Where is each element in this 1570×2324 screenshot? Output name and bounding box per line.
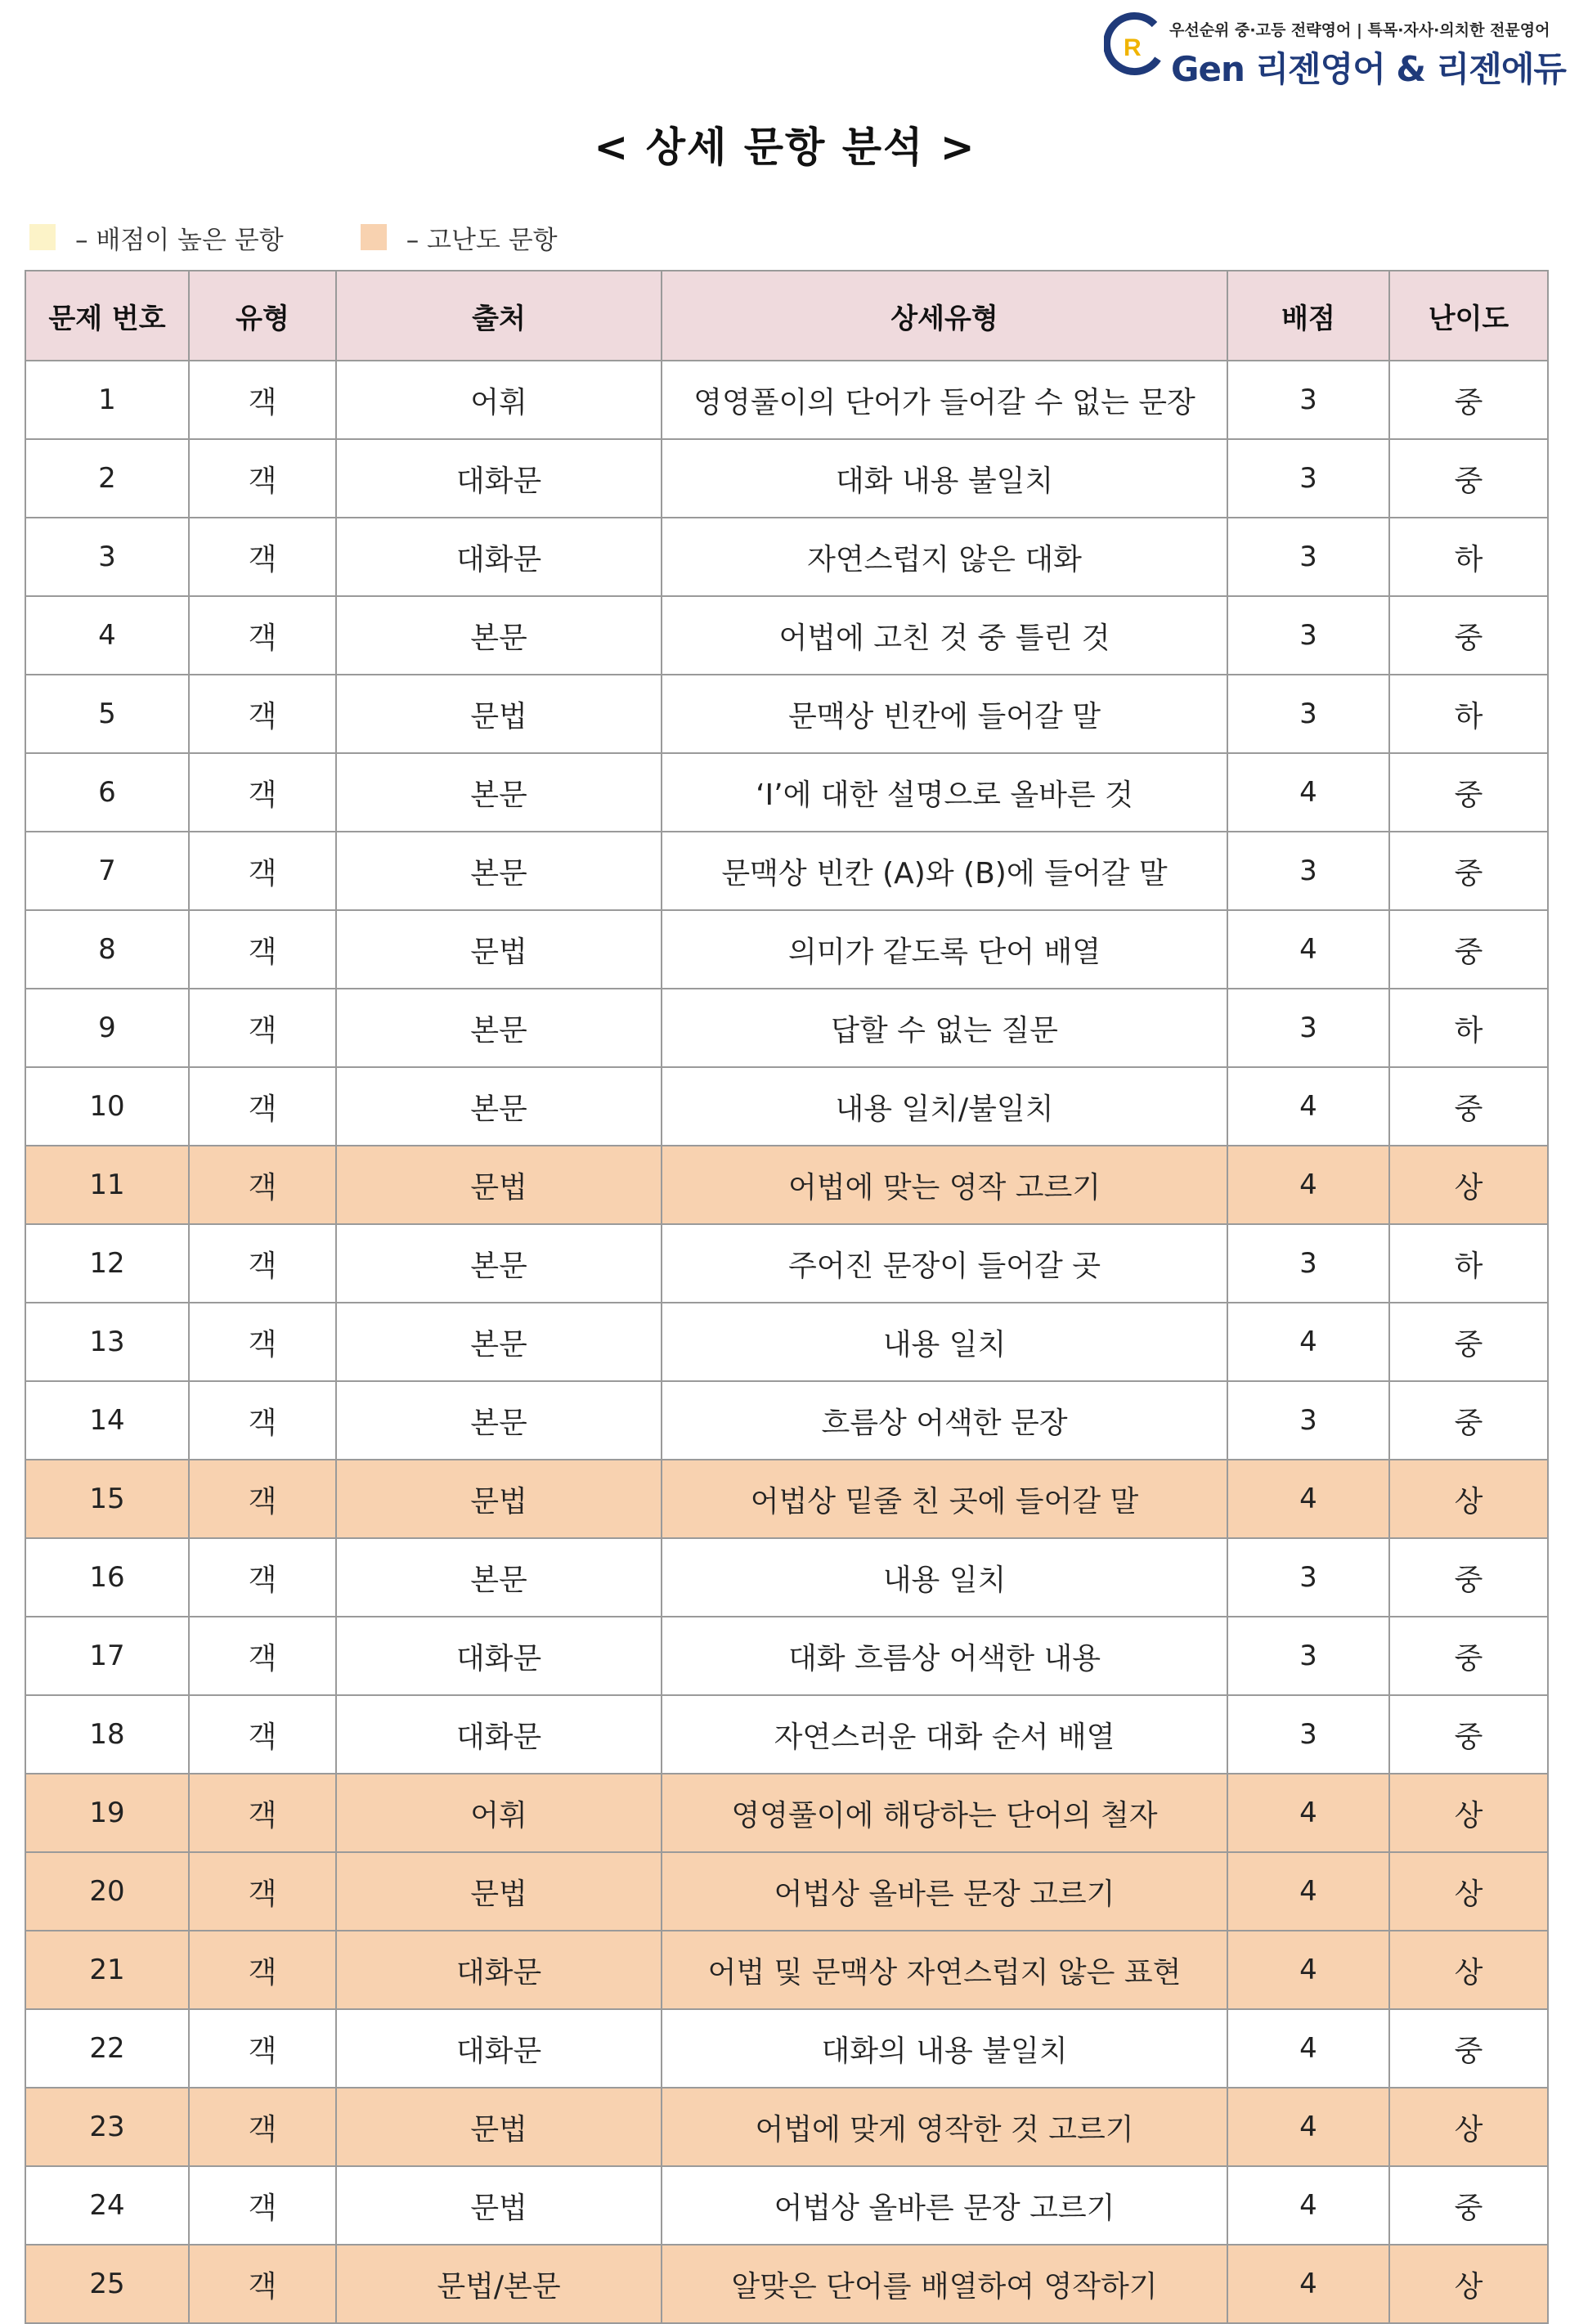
cell-detail-type: 답할 수 없는 질문 xyxy=(662,989,1227,1067)
cell-points: 3 xyxy=(1227,675,1389,753)
header-source: 출처 xyxy=(336,271,662,361)
cell-source: 본문 xyxy=(336,1381,662,1460)
cell-difficulty: 중 xyxy=(1389,910,1548,989)
cell-detail-type: 영영풀이에 해당하는 단어의 철자 xyxy=(662,1774,1227,1852)
page-title: < 상세 문항 분석 > xyxy=(594,123,976,171)
cell-question-no: 18 xyxy=(25,1695,189,1774)
table-row xyxy=(25,1617,1548,1695)
table-row xyxy=(25,832,1548,910)
header-detail-type: 상세유형 xyxy=(662,271,1227,361)
table-row xyxy=(25,753,1548,832)
cell-difficulty: 상 xyxy=(1389,1852,1548,1931)
cell-question-no: 10 xyxy=(25,1067,189,1146)
header-type: 유형 xyxy=(189,271,336,361)
cell-source: 대화문 xyxy=(336,1695,662,1774)
cell-detail-type: ‘I’에 대한 설명으로 올바른 것 xyxy=(662,753,1227,832)
cell-difficulty: 하 xyxy=(1389,518,1548,596)
cell-question-no: 5 xyxy=(25,675,189,753)
cell-question-no: 14 xyxy=(25,1381,189,1460)
cell-source: 문법 xyxy=(336,2088,662,2166)
cell-difficulty: 중 xyxy=(1389,1617,1548,1695)
cell-type: 객 xyxy=(189,1774,336,1852)
cell-difficulty: 하 xyxy=(1389,675,1548,753)
cell-detail-type: 문맥상 빈칸에 들어갈 말 xyxy=(662,675,1227,753)
cell-source: 문법 xyxy=(336,2166,662,2245)
cell-type: 객 xyxy=(189,596,336,675)
logo-mark-icon xyxy=(1104,8,1169,82)
table-row xyxy=(25,2088,1548,2166)
cell-question-no: 1 xyxy=(25,361,189,439)
cell-points: 3 xyxy=(1227,439,1389,518)
cell-source: 본문 xyxy=(336,596,662,675)
cell-question-no: 6 xyxy=(25,753,189,832)
cell-detail-type: 주어진 문장이 들어갈 곳 xyxy=(662,1224,1227,1303)
cell-question-no: 8 xyxy=(25,910,189,989)
table-row xyxy=(25,1695,1548,1774)
cell-question-no: 11 xyxy=(25,1146,189,1224)
cell-points: 3 xyxy=(1227,1617,1389,1695)
cell-difficulty: 중 xyxy=(1389,1303,1548,1381)
cell-detail-type: 문맥상 빈칸 (A)와 (B)에 들어갈 말 xyxy=(662,832,1227,910)
legend-swatch-high-score xyxy=(29,224,56,250)
cell-source: 대화문 xyxy=(336,518,662,596)
cell-source: 어휘 xyxy=(336,361,662,439)
cell-source: 본문 xyxy=(336,1224,662,1303)
table-row xyxy=(25,596,1548,675)
cell-source: 대화문 xyxy=(336,439,662,518)
cell-difficulty: 중 xyxy=(1389,1067,1548,1146)
table-row xyxy=(25,910,1548,989)
cell-difficulty: 중 xyxy=(1389,832,1548,910)
cell-question-no: 9 xyxy=(25,989,189,1067)
legend xyxy=(29,219,635,255)
table-row xyxy=(25,675,1548,753)
cell-source: 본문 xyxy=(336,1303,662,1381)
header-points: 배점 xyxy=(1227,271,1389,361)
cell-detail-type: 어법에 고친 것 중 틀린 것 xyxy=(662,596,1227,675)
cell-difficulty: 중 xyxy=(1389,2166,1548,2245)
cell-type: 객 xyxy=(189,753,336,832)
cell-points: 4 xyxy=(1227,1774,1389,1852)
cell-points: 4 xyxy=(1227,1931,1389,2009)
legend-label-difficult: – 고난도 문항 xyxy=(406,225,558,255)
cell-detail-type: 자연스러운 대화 순서 배열 xyxy=(662,1695,1227,1774)
cell-detail-type: 어법 및 문맥상 자연스럽지 않은 표현 xyxy=(662,1931,1227,2009)
cell-type: 객 xyxy=(189,910,336,989)
cell-type: 객 xyxy=(189,2245,336,2323)
cell-detail-type: 자연스럽지 않은 대화 xyxy=(662,518,1227,596)
table-row xyxy=(25,2166,1548,2245)
cell-detail-type: 대화 흐름상 어색한 내용 xyxy=(662,1617,1227,1695)
cell-source: 문법 xyxy=(336,1460,662,1538)
cell-source: 본문 xyxy=(336,1067,662,1146)
cell-question-no: 22 xyxy=(25,2009,189,2088)
cell-points: 3 xyxy=(1227,832,1389,910)
cell-points: 4 xyxy=(1227,910,1389,989)
cell-difficulty: 상 xyxy=(1389,1460,1548,1538)
cell-type: 객 xyxy=(189,1460,336,1538)
cell-difficulty: 상 xyxy=(1389,2245,1548,2323)
cell-points: 3 xyxy=(1227,518,1389,596)
cell-type: 객 xyxy=(189,1067,336,1146)
cell-source: 문법 xyxy=(336,1852,662,1931)
cell-question-no: 17 xyxy=(25,1617,189,1695)
cell-points: 4 xyxy=(1227,1146,1389,1224)
cell-points: 4 xyxy=(1227,1460,1389,1538)
cell-points: 3 xyxy=(1227,989,1389,1067)
cell-type: 객 xyxy=(189,1852,336,1931)
cell-points: 4 xyxy=(1227,2245,1389,2323)
table-row xyxy=(25,518,1548,596)
cell-difficulty: 중 xyxy=(1389,361,1548,439)
cell-difficulty: 상 xyxy=(1389,1774,1548,1852)
cell-points: 4 xyxy=(1227,2088,1389,2166)
cell-source: 본문 xyxy=(336,753,662,832)
cell-points: 3 xyxy=(1227,1538,1389,1617)
cell-difficulty: 중 xyxy=(1389,439,1548,518)
cell-source: 어휘 xyxy=(336,1774,662,1852)
question-analysis-table xyxy=(25,270,1549,2324)
cell-source: 문법 xyxy=(336,910,662,989)
cell-points: 3 xyxy=(1227,596,1389,675)
cell-source: 본문 xyxy=(336,989,662,1067)
cell-question-no: 15 xyxy=(25,1460,189,1538)
cell-type: 객 xyxy=(189,2009,336,2088)
legend-item-high-score xyxy=(29,219,284,256)
cell-type: 객 xyxy=(189,1617,336,1695)
cell-points: 4 xyxy=(1227,1852,1389,1931)
logo-tagline: 우선순위 중·고등 전략영어 | 특목·자사·의치한 전문영어 xyxy=(1169,21,1550,39)
cell-type: 객 xyxy=(189,832,336,910)
cell-question-no: 4 xyxy=(25,596,189,675)
cell-difficulty: 상 xyxy=(1389,1146,1548,1224)
cell-type: 객 xyxy=(189,1303,336,1381)
cell-question-no: 23 xyxy=(25,2088,189,2166)
table-row xyxy=(25,439,1548,518)
table-row xyxy=(25,1460,1548,1538)
header-question-no: 문제 번호 xyxy=(25,271,189,361)
cell-points: 3 xyxy=(1227,361,1389,439)
table-row xyxy=(25,1774,1548,1852)
legend-swatch-difficult xyxy=(361,224,387,250)
cell-difficulty: 중 xyxy=(1389,2009,1548,2088)
cell-difficulty: 하 xyxy=(1389,1224,1548,1303)
table-row xyxy=(25,1067,1548,1146)
cell-detail-type: 영영풀이의 단어가 들어갈 수 없는 문장 xyxy=(662,361,1227,439)
cell-source: 대화문 xyxy=(336,1931,662,2009)
table-row xyxy=(25,1931,1548,2009)
table-row xyxy=(25,1224,1548,1303)
cell-source: 대화문 xyxy=(336,2009,662,2088)
cell-source: 본문 xyxy=(336,832,662,910)
cell-type: 객 xyxy=(189,518,336,596)
cell-points: 4 xyxy=(1227,1067,1389,1146)
cell-question-no: 3 xyxy=(25,518,189,596)
cell-type: 객 xyxy=(189,1538,336,1617)
cell-question-no: 20 xyxy=(25,1852,189,1931)
cell-type: 객 xyxy=(189,675,336,753)
cell-type: 객 xyxy=(189,1224,336,1303)
cell-source: 문법 xyxy=(336,1146,662,1224)
cell-detail-type: 흐름상 어색한 문장 xyxy=(662,1381,1227,1460)
cell-difficulty: 중 xyxy=(1389,753,1548,832)
svg-text:R: R xyxy=(1124,34,1142,61)
table-row xyxy=(25,1303,1548,1381)
cell-detail-type: 대화의 내용 불일치 xyxy=(662,2009,1227,2088)
cell-points: 3 xyxy=(1227,1381,1389,1460)
header-difficulty: 난이도 xyxy=(1389,271,1548,361)
logo-brand-name xyxy=(1171,43,1566,92)
table-row xyxy=(25,1146,1548,1224)
table-row xyxy=(25,361,1548,439)
cell-difficulty: 상 xyxy=(1389,2088,1548,2166)
cell-source: 본문 xyxy=(336,1538,662,1617)
cell-detail-type: 어법상 올바른 문장 고르기 xyxy=(662,2166,1227,2245)
cell-detail-type: 내용 일치 xyxy=(662,1303,1227,1381)
table-row xyxy=(25,1538,1548,1617)
cell-detail-type: 어법상 밑줄 친 곳에 들어갈 말 xyxy=(662,1460,1227,1538)
logo-amp: & xyxy=(1396,49,1426,89)
table-row xyxy=(25,2009,1548,2088)
cell-source: 문법 xyxy=(336,675,662,753)
table-body xyxy=(25,361,1548,2323)
cell-detail-type: 어법에 맞게 영작한 것 고르기 xyxy=(662,2088,1227,2166)
cell-type: 객 xyxy=(189,1381,336,1460)
legend-label-high-score: – 배점이 높은 문항 xyxy=(75,225,284,255)
cell-question-no: 13 xyxy=(25,1303,189,1381)
table-row xyxy=(25,989,1548,1067)
cell-difficulty: 중 xyxy=(1389,596,1548,675)
cell-difficulty: 중 xyxy=(1389,1538,1548,1617)
cell-points: 4 xyxy=(1227,1303,1389,1381)
cell-type: 객 xyxy=(189,1695,336,1774)
table-header-row xyxy=(25,271,1548,361)
cell-question-no: 24 xyxy=(25,2166,189,2245)
cell-detail-type: 의미가 같도록 단어 배열 xyxy=(662,910,1227,989)
cell-points: 4 xyxy=(1227,2166,1389,2245)
cell-source: 대화문 xyxy=(336,1617,662,1695)
cell-question-no: 21 xyxy=(25,1931,189,2009)
legend-item-difficult xyxy=(361,219,558,256)
cell-question-no: 16 xyxy=(25,1538,189,1617)
cell-difficulty: 중 xyxy=(1389,1695,1548,1774)
cell-points: 3 xyxy=(1227,1695,1389,1774)
cell-type: 객 xyxy=(189,989,336,1067)
cell-detail-type: 대화 내용 불일치 xyxy=(662,439,1227,518)
cell-question-no: 7 xyxy=(25,832,189,910)
cell-question-no: 2 xyxy=(25,439,189,518)
cell-detail-type: 내용 일치 xyxy=(662,1538,1227,1617)
cell-type: 객 xyxy=(189,2088,336,2166)
logo-text-left: Gen 리젠영어 xyxy=(1171,49,1385,89)
cell-type: 객 xyxy=(189,361,336,439)
cell-question-no: 25 xyxy=(25,2245,189,2323)
logo-text-right: 리젠에듀 xyxy=(1436,49,1566,89)
table-row xyxy=(25,1852,1548,1931)
cell-source: 문법/본문 xyxy=(336,2245,662,2323)
cell-detail-type: 알맞은 단어를 배열하여 영작하기 xyxy=(662,2245,1227,2323)
cell-difficulty: 상 xyxy=(1389,1931,1548,2009)
cell-question-no: 12 xyxy=(25,1224,189,1303)
cell-points: 3 xyxy=(1227,1224,1389,1303)
cell-detail-type: 내용 일치/불일치 xyxy=(662,1067,1227,1146)
cell-type: 객 xyxy=(189,1931,336,2009)
cell-type: 객 xyxy=(189,2166,336,2245)
table-row xyxy=(25,1381,1548,1460)
cell-detail-type: 어법에 맞는 영작 고르기 xyxy=(662,1146,1227,1224)
cell-points: 4 xyxy=(1227,753,1389,832)
brand-logo xyxy=(1104,8,1566,89)
table-row xyxy=(25,2245,1548,2323)
cell-question-no: 19 xyxy=(25,1774,189,1852)
cell-type: 객 xyxy=(189,439,336,518)
cell-difficulty: 하 xyxy=(1389,989,1548,1067)
cell-type: 객 xyxy=(189,1146,336,1224)
cell-detail-type: 어법상 올바른 문장 고르기 xyxy=(662,1852,1227,1931)
cell-difficulty: 중 xyxy=(1389,1381,1548,1460)
cell-points: 4 xyxy=(1227,2009,1389,2088)
